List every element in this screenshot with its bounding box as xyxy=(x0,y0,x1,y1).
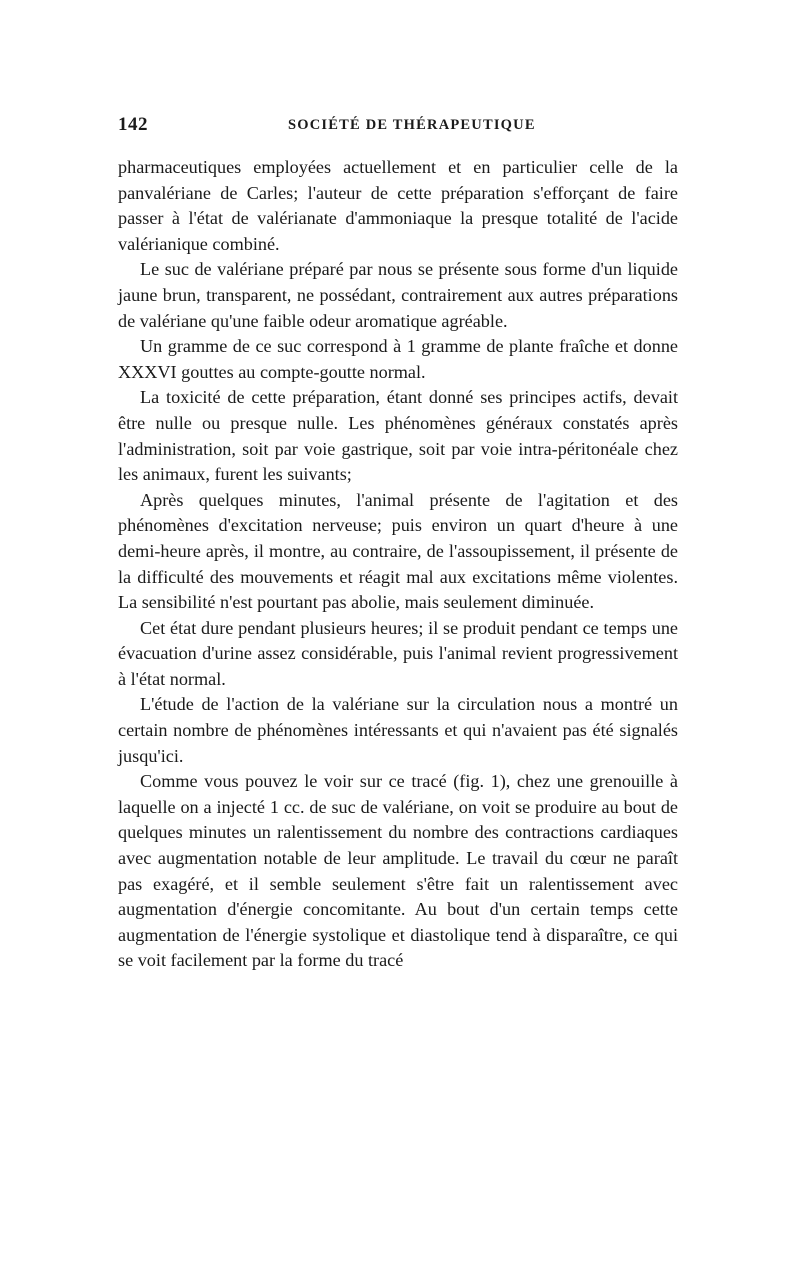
body-text xyxy=(118,155,678,974)
running-title: SOCIÉTÉ DE THÉRAPEUTIQUE xyxy=(288,117,536,133)
page-number: 142 xyxy=(118,114,148,135)
page-header xyxy=(118,114,678,142)
paragraph: Cet état dure pendant plusieurs heures; il se produit pendant ce temps une évacuation d'urine assez considérable, puis l'animal revient progressivement à l'état normal. xyxy=(118,617,678,689)
paragraph: Comme vous pouvez le voir sur ce tracé (fig. 1), chez une grenouille à laquelle on a injecté 1 cc. de suc de valériane, on voit se produire au bout de quelques minutes un ralentissement du nombre des contractions cardiaques avec augmentation notable de leur amplitude. Le travail du cœur ne paraît pas exagéré, et il semble seulement s'être fait un ralentissement avec augmentation d'énergie concomitante. Au bout d'un certain temps cette augmentation de l'énergie systolique et diastolique tend à disparaître, ce qui se voit facilement par la forme du tracé xyxy=(118,771,678,971)
paragraph: La toxicité de cette préparation, étant donné ses principes actifs, devait être nulle ou presque nulle. Les phénomènes généraux constatés après l'administration, soit par voie gastrique, soit par voie intra-péritonéale chez les animaux, furent les suivants; xyxy=(118,387,678,485)
paragraph: Le suc de valériane préparé par nous se présente sous forme d'un liquide jaune brun, transparent, ne possédant, contrairement aux autres préparations de valériane qu'une faible odeur aromatique agréable. xyxy=(118,259,678,331)
paragraph: L'étude de l'action de la valériane sur la circulation nous a montré un certain nombre de phénomènes intéressants et qui n'avaient pas été signalés jusqu'ici. xyxy=(118,694,678,766)
paragraph: Après quelques minutes, l'animal présente de l'agitation et des phénomènes d'excitation nerveuse; puis environ un quart d'heure à une demi-heure après, il montre, au contraire, de l'assoupissement, il présente de la difficulté des mouvements et réagit mal aux excitations même violentes. La sensibilité n'est pourtant pas abolie, mais seulement diminuée. xyxy=(118,489,678,613)
paragraph-continuation: pharmaceutiques employées actuellement et en particulier celle de la panvalériane de Carles; l'auteur de cette préparation s'efforçant de faire passer à l'état de valérianate d'ammoniaque la presque totalité de l'acide valérianique combiné. xyxy=(118,157,678,254)
paragraph: Un gramme de ce suc correspond à 1 gramme de plante fraîche et donne XXXVI gouttes au compte-goutte normal. xyxy=(118,336,678,382)
